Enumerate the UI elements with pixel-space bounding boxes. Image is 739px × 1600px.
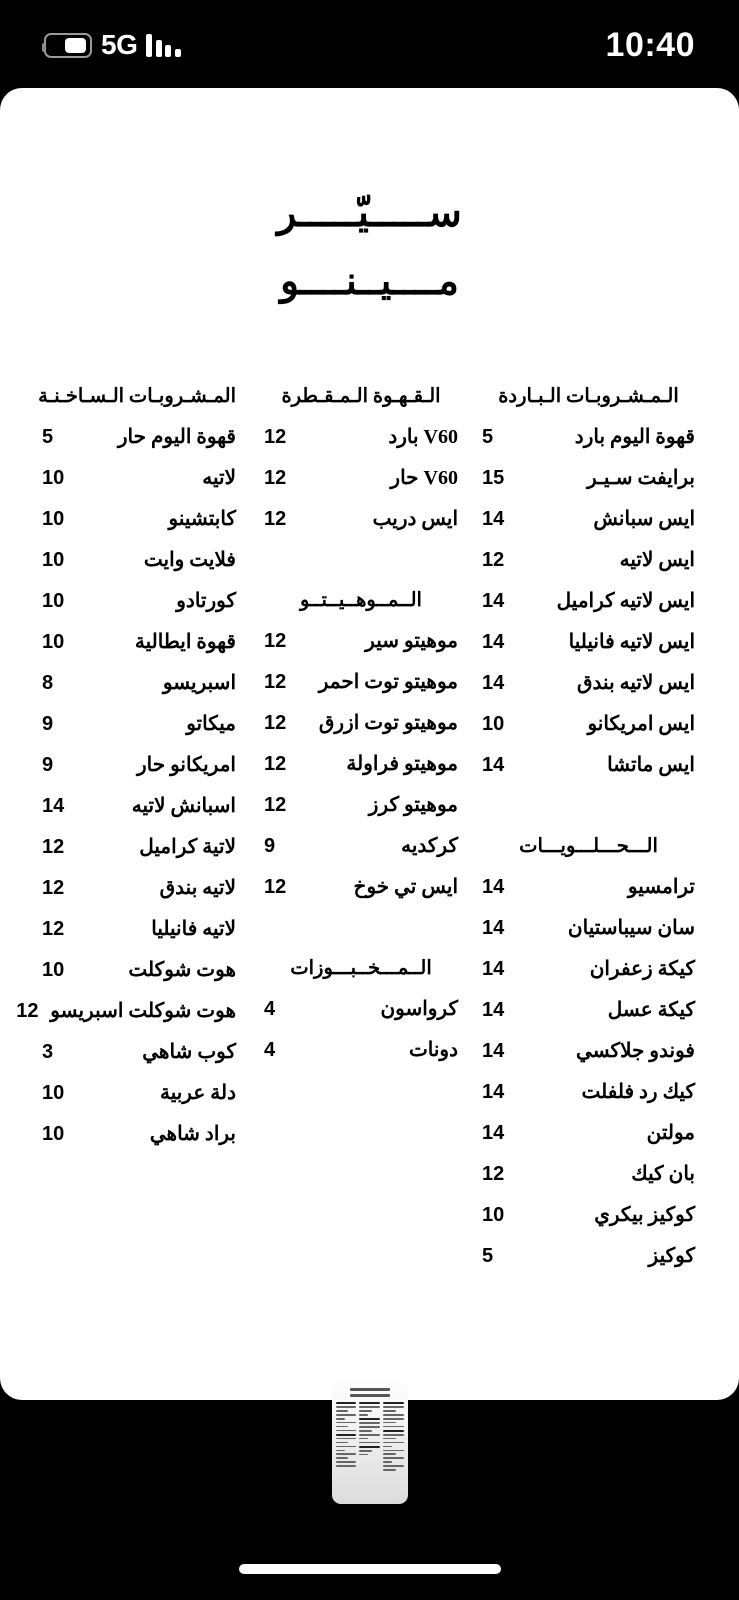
menu-item-price: 12	[264, 753, 287, 775]
menu-item-price: 15	[482, 467, 505, 489]
menu-item-price: 14	[482, 876, 505, 898]
menu-item-price: 12	[482, 549, 505, 571]
menu-item-list	[264, 628, 458, 915]
menu-item-row	[42, 1080, 236, 1121]
menu-item-row	[42, 506, 236, 547]
menu-item-row	[42, 424, 236, 465]
menu-item-row	[482, 1038, 695, 1079]
menu-item-row	[264, 628, 458, 669]
menu-item-row	[482, 997, 695, 1038]
menu-item-name: كيكة عسل	[607, 999, 695, 1021]
menu-item-price: 10	[42, 631, 65, 653]
menu-item-name: لاتيه بندق	[159, 877, 236, 899]
menu-item-price: 12	[482, 1163, 505, 1185]
menu-item-row	[42, 793, 236, 834]
menu-item-name: موهيتو سير	[365, 630, 458, 652]
section-header: الـــحـــلـــويـــات	[519, 836, 658, 857]
menu-item-price: 14	[42, 795, 65, 817]
menu-item-row	[264, 506, 458, 547]
menu-item-row	[482, 670, 695, 711]
menu-item-price: 10	[42, 959, 65, 981]
menu-item-list	[16, 424, 236, 1162]
menu-item-price: 14	[482, 590, 505, 612]
menu-item-name: ايس لاتيه بندق	[577, 672, 695, 694]
menu-column-cold-drinks	[472, 384, 727, 1284]
menu-column-drip-coffee	[250, 384, 472, 1284]
menu-item-name: موهيتو توت ازرق	[318, 712, 458, 734]
menu-item-price: 14	[482, 999, 505, 1021]
menu-item-name: كوكيز بيكري	[594, 1204, 695, 1226]
menu-item-name: اسبريسو	[162, 672, 236, 694]
menu-item-price: 14	[482, 1040, 505, 1062]
menu-item-row	[264, 424, 458, 465]
menu-item-price: 8	[42, 672, 54, 694]
menu-item-row	[482, 1202, 695, 1243]
menu-item-name: برايفت سـيـر	[586, 467, 695, 489]
menu-item-price: 14	[482, 754, 505, 776]
menu-item-name: V60 حار	[390, 467, 458, 489]
menu-item-row	[42, 752, 236, 793]
menu-item-row	[482, 424, 695, 465]
menu-item-name: دونات	[408, 1039, 458, 1061]
menu-page-card	[0, 88, 739, 1400]
section-header: الــمـــخــبـــوزات	[290, 958, 432, 979]
menu-item-name: ايس لاتيه فانيليا	[568, 631, 695, 653]
brand-title: ســـــيّـــــر	[277, 190, 462, 235]
page-thumbnail-area	[0, 1400, 739, 1600]
menu-item-price: 12	[264, 671, 287, 693]
menu-item-row	[264, 792, 458, 833]
column-header-hot-drinks: المـشـروبـات الـسـاخـنـة	[38, 386, 236, 407]
menu-item-row	[482, 547, 695, 588]
home-indicator[interactable]	[239, 1564, 501, 1574]
section-spacer	[264, 915, 458, 956]
menu-item-row	[482, 711, 695, 752]
menu-item-name: V60 بارد	[388, 426, 458, 448]
menu-item-price: 12	[42, 918, 65, 940]
menu-item-row	[482, 629, 695, 670]
menu-item-price: 14	[482, 631, 505, 653]
menu-item-price: 14	[482, 1081, 505, 1103]
menu-item-price: 9	[42, 754, 54, 776]
menu-item-name: هوت شوكلت اسبريسو	[50, 1000, 236, 1022]
menu-item-row	[482, 1161, 695, 1202]
menu-item-price: 10	[42, 549, 65, 571]
menu-item-row	[42, 875, 236, 916]
menu-item-row	[16, 998, 236, 1039]
menu-item-row	[264, 874, 458, 915]
network-type-label: 5G	[101, 29, 138, 60]
menu-item-name: ايس ماتشا	[607, 754, 695, 776]
menu-item-price: 4	[264, 1039, 276, 1061]
menu-item-name: لاتيه فانيليا	[151, 918, 236, 940]
menu-item-name: هوت شوكلت	[128, 959, 236, 981]
menu-column-hot-drinks	[0, 384, 250, 1284]
menu-item-name: مولتن	[646, 1122, 695, 1144]
menu-item-price: 14	[482, 958, 505, 980]
menu-item-price: 12	[42, 877, 65, 899]
menu-item-row	[482, 874, 695, 915]
menu-item-name: لاتيه	[202, 467, 236, 489]
menu-item-row	[482, 588, 695, 629]
menu-item-name: فوندو جلاكسي	[576, 1040, 695, 1062]
menu-item-row	[482, 506, 695, 547]
menu-item-name: ايس لاتيه كراميل	[556, 590, 695, 612]
menu-item-price: 12	[264, 794, 287, 816]
menu-item-name: موهيتو كرز	[368, 794, 458, 816]
menu-item-row	[42, 629, 236, 670]
menu-page-thumbnail[interactable]	[332, 1378, 408, 1504]
menu-columns	[0, 384, 739, 1284]
menu-item-row	[42, 711, 236, 752]
menu-item-row	[42, 547, 236, 588]
menu-item-row	[482, 752, 695, 793]
section-header: الــمــوهــيــتــو	[300, 590, 422, 611]
menu-item-name: ميكاتو	[186, 713, 236, 735]
section-spacer	[264, 547, 458, 588]
menu-item-name: سان سيباستيان	[567, 917, 695, 939]
menu-item-row	[482, 1243, 695, 1284]
menu-item-row	[42, 1039, 236, 1080]
menu-item-name: فلايت وايت	[143, 549, 236, 571]
menu-item-price: 12	[264, 426, 287, 448]
menu-item-name: كيك رد فلفلت	[581, 1081, 695, 1103]
menu-item-name: كيكة زعفران	[589, 958, 695, 980]
menu-item-price: 9	[42, 713, 54, 735]
menu-item-name: دلة عربية	[159, 1082, 236, 1104]
menu-item-row	[264, 833, 458, 874]
menu-item-price: 12	[264, 467, 287, 489]
menu-item-name: كورتادو	[176, 590, 236, 612]
menu-item-name: اسبانش لاتيه	[131, 795, 236, 817]
menu-item-row	[264, 996, 458, 1037]
menu-item-name: قهوة اليوم حار	[117, 426, 236, 448]
menu-item-name: ايس تي خوخ	[353, 876, 458, 898]
menu-item-name: كابتشينو	[168, 508, 236, 530]
menu-item-name: كوكيز	[648, 1245, 695, 1267]
menu-item-price: 12	[264, 712, 287, 734]
signal-bars-icon	[146, 33, 181, 57]
menu-item-list	[482, 874, 695, 1284]
menu-item-name: ايس امريكانو	[587, 713, 695, 735]
menu-item-row	[42, 588, 236, 629]
menu-item-price: 14	[482, 672, 505, 694]
status-bar-left	[44, 29, 181, 61]
menu-item-price: 10	[42, 1123, 65, 1145]
menu-item-price: 10	[42, 467, 65, 489]
menu-item-name: كركديه	[401, 835, 458, 857]
menu-item-price: 10	[42, 590, 65, 612]
menu-item-name: ايس دريب	[372, 508, 458, 530]
menu-item-row	[482, 956, 695, 997]
menu-item-row	[482, 1079, 695, 1120]
menu-item-price: 9	[264, 835, 276, 857]
menu-item-row	[482, 915, 695, 956]
menu-item-name: ترامسيو	[627, 876, 695, 898]
menu-item-price: 5	[42, 426, 54, 448]
menu-item-price: 5	[482, 426, 494, 448]
menu-item-price: 10	[482, 713, 505, 735]
menu-item-price: 12	[264, 630, 287, 652]
menu-item-row	[42, 670, 236, 711]
menu-item-price: 14	[482, 508, 505, 530]
column-header-cold-drinks: الـمـشـروبـات الـبـاردة	[498, 386, 679, 407]
menu-item-name: قهوة ايطالية	[134, 631, 236, 653]
menu-item-name: ايس سبانش	[593, 508, 695, 530]
menu-item-name: لاتية كراميل	[139, 836, 236, 858]
menu-item-row	[42, 465, 236, 506]
menu-item-list	[264, 424, 458, 547]
section-spacer	[482, 793, 695, 834]
menu-item-row	[42, 916, 236, 957]
menu-item-row	[42, 1121, 236, 1162]
menu-item-price: 5	[482, 1245, 494, 1267]
menu-item-name: موهيتو فراولة	[346, 753, 458, 775]
column-header-drip-coffee: الـقـهـوة الـمـقـطرة	[281, 386, 441, 407]
menu-item-name: براد شاهي	[149, 1123, 236, 1145]
menu-item-row	[264, 1037, 458, 1078]
menu-item-name: كرواسون	[380, 998, 458, 1020]
menu-item-row	[482, 1120, 695, 1161]
menu-item-row	[264, 751, 458, 792]
menu-item-price: 14	[482, 917, 505, 939]
menu-item-list	[482, 424, 695, 793]
menu-item-name: موهيتو توت احمر	[318, 671, 458, 693]
menu-item-row	[264, 465, 458, 506]
menu-item-name: بان كيك	[631, 1163, 695, 1185]
menu-item-row	[264, 669, 458, 710]
menu-item-price: 12	[42, 836, 65, 858]
menu-item-name: امريكانو حار	[136, 754, 236, 776]
menu-item-price: 4	[264, 998, 276, 1020]
status-bar	[0, 0, 739, 90]
menu-item-name: كوب شاهي	[142, 1041, 236, 1063]
menu-item-price: 10	[482, 1204, 505, 1226]
menu-item-price: 3	[42, 1041, 54, 1063]
menu-item-list	[264, 996, 458, 1078]
menu-word-title: مــــيــنــــو	[280, 260, 459, 303]
menu-item-price: 14	[482, 1122, 505, 1144]
menu-item-price: 10	[42, 508, 65, 530]
menu-item-row	[264, 710, 458, 751]
menu-title-block	[0, 88, 739, 311]
menu-item-name: قهوة اليوم بارد	[574, 426, 695, 448]
menu-item-row	[482, 465, 695, 506]
status-bar-clock: 10:40	[605, 25, 695, 64]
menu-item-name: ايس لاتيه	[619, 549, 695, 571]
menu-item-row	[42, 957, 236, 998]
battery-icon	[44, 33, 92, 58]
menu-item-row	[42, 834, 236, 875]
menu-item-price: 12	[264, 508, 287, 530]
menu-item-price: 12	[16, 1000, 39, 1022]
menu-item-price: 10	[42, 1082, 65, 1104]
menu-item-price: 12	[264, 876, 287, 898]
